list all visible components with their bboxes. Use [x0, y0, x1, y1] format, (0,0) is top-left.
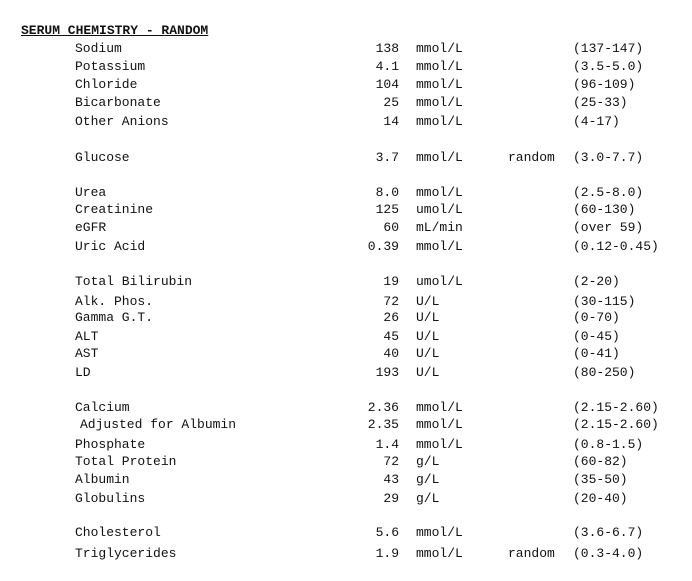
reference-range: (60-130) [573, 202, 636, 217]
result-row [0, 346, 692, 362]
test-name: Glucose [75, 150, 130, 165]
test-unit: mmol/L [416, 400, 463, 415]
test-name: LD [75, 365, 91, 380]
test-unit: U/L [416, 365, 440, 380]
test-name: Adjusted for Albumin [80, 417, 237, 432]
test-value: 45 [383, 329, 399, 344]
reference-range: (30-115) [573, 294, 636, 309]
result-row [0, 310, 692, 326]
result-row [0, 95, 692, 111]
test-value: 72 [383, 294, 399, 309]
test-value: 4.1 [375, 59, 399, 74]
reference-range: (2.15-2.60) [573, 400, 659, 415]
test-value: 26 [383, 310, 399, 325]
test-unit: mL/min [416, 220, 463, 235]
test-unit: mmol/L [416, 150, 463, 165]
result-row [0, 239, 692, 255]
result-row [0, 437, 692, 453]
test-name: Calcium [75, 400, 130, 415]
result-row [0, 59, 692, 75]
reference-range: (0-70) [573, 310, 620, 325]
test-name: Gamma G.T. [75, 310, 154, 325]
test-unit: U/L [416, 310, 440, 325]
test-value: 72 [383, 454, 399, 469]
reference-range: (0-45) [573, 329, 620, 344]
result-row [0, 454, 692, 470]
result-row [0, 400, 692, 416]
test-unit: g/L [416, 472, 440, 487]
test-value: 14 [383, 114, 399, 129]
result-row [0, 491, 692, 507]
test-value: 25 [383, 95, 399, 110]
test-value: 138 [375, 41, 399, 56]
test-value: 193 [375, 365, 399, 380]
test-unit: mmol/L [416, 525, 463, 540]
reference-range: (137-147) [573, 41, 644, 56]
test-value: 29 [383, 491, 399, 506]
result-row [0, 77, 692, 93]
reference-range: (0.12-0.45) [573, 239, 659, 254]
test-unit: mmol/L [416, 59, 463, 74]
result-row [0, 417, 692, 433]
test-unit: mmol/L [416, 417, 463, 432]
test-name: Albumin [75, 472, 130, 487]
reference-range: (20-40) [573, 491, 628, 506]
reference-range: (2-20) [573, 274, 620, 289]
reference-range: (25-33) [573, 95, 628, 110]
reference-range: (0.8-1.5) [573, 437, 644, 452]
reference-range: (80-250) [573, 365, 636, 380]
test-unit: U/L [416, 294, 440, 309]
test-unit: U/L [416, 346, 440, 361]
test-value: 40 [383, 346, 399, 361]
result-row [0, 546, 692, 562]
test-flag: random [508, 546, 555, 561]
test-unit: g/L [416, 454, 440, 469]
reference-range: (3.0-7.7) [573, 150, 644, 165]
test-value: 1.4 [375, 437, 399, 452]
test-unit: mmol/L [416, 437, 463, 452]
result-row [0, 365, 692, 381]
test-unit: g/L [416, 491, 440, 506]
result-row [0, 41, 692, 57]
result-row [0, 525, 692, 541]
test-value: 19 [383, 274, 399, 289]
test-value: 125 [375, 202, 399, 217]
test-unit: mmol/L [416, 114, 463, 129]
test-name: Phosphate [75, 437, 146, 452]
test-name: Uric Acid [75, 239, 146, 254]
reference-range: (0.3-4.0) [573, 546, 644, 561]
reference-range: (60-82) [573, 454, 628, 469]
test-name: Sodium [75, 41, 122, 56]
test-unit: mmol/L [416, 546, 463, 561]
test-name: Total Protein [75, 454, 177, 469]
test-value: 1.9 [375, 546, 399, 561]
test-value: 5.6 [375, 525, 399, 540]
result-row [0, 150, 692, 166]
reference-range: (over 59) [573, 220, 644, 235]
test-value: 0.39 [367, 239, 399, 254]
test-name: Triglycerides [75, 546, 177, 561]
test-name: Total Bilirubin [75, 274, 193, 289]
reference-range: (35-50) [573, 472, 628, 487]
test-value: 60 [383, 220, 399, 235]
result-row [0, 220, 692, 236]
result-row [0, 472, 692, 488]
test-value: 3.7 [375, 150, 399, 165]
test-flag: random [508, 150, 555, 165]
result-row [0, 185, 692, 201]
reference-range: (0-41) [573, 346, 620, 361]
test-unit: U/L [416, 329, 440, 344]
test-value: 43 [383, 472, 399, 487]
test-name: Potassium [75, 59, 146, 74]
reference-range: (3.6-6.7) [573, 525, 644, 540]
test-name: AST [75, 346, 99, 361]
test-name: Cholesterol [75, 525, 161, 540]
test-unit: umol/L [416, 202, 463, 217]
test-value: 8.0 [375, 185, 399, 200]
test-name: eGFR [75, 220, 107, 235]
result-row [0, 274, 692, 290]
test-name: Chloride [75, 77, 138, 92]
test-name: Urea [75, 185, 107, 200]
test-unit: mmol/L [416, 41, 463, 56]
reference-range: (3.5-5.0) [573, 59, 644, 74]
test-value: 104 [375, 77, 399, 92]
test-value: 2.35 [367, 417, 399, 432]
test-unit: mmol/L [416, 77, 463, 92]
test-value: 2.36 [367, 400, 399, 415]
test-name: Bicarbonate [75, 95, 161, 110]
test-unit: umol/L [416, 274, 463, 289]
result-row [0, 294, 692, 310]
test-name: ALT [75, 329, 99, 344]
test-unit: mmol/L [416, 185, 463, 200]
result-row [0, 202, 692, 218]
result-row [0, 329, 692, 345]
test-unit: mmol/L [416, 95, 463, 110]
result-row [0, 114, 692, 130]
test-name: Alk. Phos. [75, 294, 154, 309]
test-name: Globulins [75, 491, 146, 506]
reference-range: (4-17) [573, 114, 620, 129]
reference-range: (2.5-8.0) [573, 185, 644, 200]
test-name: Creatinine [75, 202, 154, 217]
reference-range: (2.15-2.60) [573, 417, 659, 432]
report-title: SERUM CHEMISTRY - RANDOM [21, 23, 209, 38]
test-name: Other Anions [75, 114, 169, 129]
test-unit: mmol/L [416, 239, 463, 254]
reference-range: (96-109) [573, 77, 636, 92]
